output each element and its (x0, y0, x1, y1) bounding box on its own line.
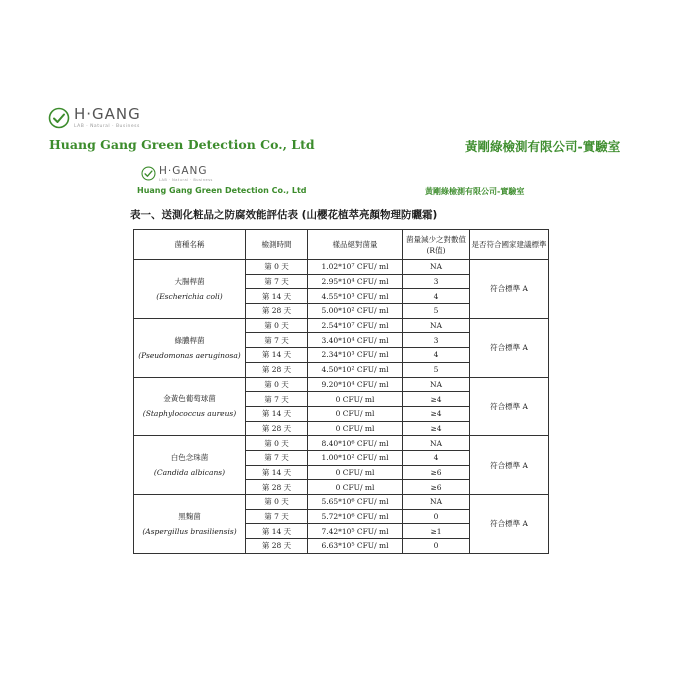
organism-name-zh: 金黃色葡萄球菌 (163, 394, 216, 404)
leaf-check-icon (48, 107, 70, 129)
organism-name-zh: 黑麴菌 (178, 511, 201, 521)
test-day-cell: 第 14 天 (246, 465, 308, 480)
log-reduction-cell: 4 (403, 348, 470, 363)
organism-name-zh: 綠膿桿菌 (174, 335, 205, 345)
absolute-count-cell: 7.42*10⁵ CFU/ ml (308, 524, 403, 539)
table-row (134, 377, 549, 392)
table-row (134, 436, 549, 451)
absolute-count-cell: 3.40*10⁴ CFU/ ml (308, 333, 403, 348)
header-test-time: 檢測時間 (246, 230, 308, 260)
absolute-count-cell: 5.00*10² CFU/ ml (308, 304, 403, 319)
test-day-cell: 第 14 天 (246, 406, 308, 421)
company-name-en: Huang Gang Green Detection Co., Ltd (49, 137, 315, 152)
absolute-count-cell: 1.02*10⁷ CFU/ ml (308, 260, 403, 275)
test-day-cell: 第 7 天 (246, 333, 308, 348)
test-day-cell: 第 0 天 (246, 318, 308, 333)
header-organism: 菌種名稱 (134, 230, 246, 260)
table-row (134, 495, 549, 510)
test-day-cell: 第 28 天 (246, 480, 308, 495)
compliance-cell: 符合標準 A (470, 495, 549, 554)
test-day-cell: 第 14 天 (246, 524, 308, 539)
logo-wordmark: H·GANG (74, 105, 141, 123)
compliance-cell: 符合標準 A (470, 377, 549, 436)
company-name-zh-small: 黃剛綠檢測有限公司-實驗室 (425, 187, 525, 196)
absolute-count-cell: 5.65*10⁶ CFU/ ml (308, 495, 403, 510)
log-reduction-cell: NA (403, 318, 470, 333)
log-reduction-cell: 4 (403, 289, 470, 304)
absolute-count-cell: 5.72*10⁶ CFU/ ml (308, 509, 403, 524)
absolute-count-cell: 8.40*10⁶ CFU/ ml (308, 436, 403, 451)
log-reduction-cell: ≥4 (403, 421, 470, 436)
organism-name-cell (134, 495, 246, 554)
company-logo-small (141, 166, 213, 182)
absolute-count-cell: 0 CFU/ ml (308, 421, 403, 436)
test-day-cell: 第 28 天 (246, 362, 308, 377)
log-reduction-cell: ≥6 (403, 465, 470, 480)
compliance-cell: 符合標準 A (470, 260, 549, 319)
log-reduction-cell: 0 (403, 509, 470, 524)
organism-name-scientific: (Candida albicans) (153, 468, 226, 478)
absolute-count-cell: 0 CFU/ ml (308, 465, 403, 480)
company-logo-large (48, 107, 141, 129)
organism-name-cell (134, 436, 246, 495)
test-day-cell: 第 7 天 (246, 509, 308, 524)
organism-name-cell (134, 377, 246, 436)
test-day-cell: 第 0 天 (246, 436, 308, 451)
header-compliance: 是否符合國家建議標準 (470, 230, 549, 260)
table-row (134, 318, 549, 333)
log-reduction-cell: ≥1 (403, 524, 470, 539)
preservative-efficacy-table (133, 229, 549, 554)
header-log-reduction: 菌量減少之對數值(R值) (403, 230, 470, 260)
log-reduction-cell: ≥4 (403, 406, 470, 421)
organism-name-cell (134, 260, 246, 319)
absolute-count-cell: 2.54*10⁷ CFU/ ml (308, 318, 403, 333)
organism-name-scientific: (Staphylococcus aureus) (142, 409, 237, 419)
log-reduction-cell: NA (403, 436, 470, 451)
absolute-count-cell: 0 CFU/ ml (308, 392, 403, 407)
log-reduction-cell: 4 (403, 450, 470, 465)
table-row (134, 260, 549, 275)
log-reduction-cell: NA (403, 495, 470, 510)
absolute-count-cell: 9.20*10⁴ CFU/ ml (308, 377, 403, 392)
test-day-cell: 第 14 天 (246, 348, 308, 363)
test-day-cell: 第 7 天 (246, 392, 308, 407)
absolute-count-cell: 1.00*10² CFU/ ml (308, 450, 403, 465)
compliance-cell: 符合標準 A (470, 436, 549, 495)
compliance-cell: 符合標準 A (470, 318, 549, 377)
organism-name-scientific: (Aspergillus brasiliensis) (142, 526, 237, 536)
test-day-cell: 第 7 天 (246, 450, 308, 465)
log-reduction-cell: 0 (403, 539, 470, 554)
log-reduction-cell: 3 (403, 333, 470, 348)
absolute-count-cell: 4.50*10² CFU/ ml (308, 362, 403, 377)
company-name-en-small: Huang Gang Green Detection Co., Ltd (137, 186, 307, 195)
test-day-cell: 第 0 天 (246, 495, 308, 510)
organism-name-scientific: (Escherichia coli) (156, 291, 223, 301)
table-header-row (134, 230, 549, 260)
test-day-cell: 第 14 天 (246, 289, 308, 304)
test-day-cell: 第 28 天 (246, 539, 308, 554)
absolute-count-cell: 2.34*10³ CFU/ ml (308, 348, 403, 363)
test-day-cell: 第 0 天 (246, 260, 308, 275)
organism-name-scientific: (Pseudomonas aeruginosa) (138, 350, 241, 360)
logo-tagline: LAB · Natural · Business (74, 124, 140, 129)
absolute-count-cell: 2.95*10⁴ CFU/ ml (308, 274, 403, 289)
table-body (134, 260, 549, 554)
log-reduction-cell: 3 (403, 274, 470, 289)
test-day-cell: 第 28 天 (246, 304, 308, 319)
table-title: 表一、送測化粧品之防腐效能評估表 (山櫻花植萃亮顏物理防曬霜) (130, 209, 438, 221)
log-reduction-cell: ≥6 (403, 480, 470, 495)
absolute-count-cell: 6.63*10⁵ CFU/ ml (308, 539, 403, 554)
log-reduction-cell: NA (403, 260, 470, 275)
log-reduction-cell: NA (403, 377, 470, 392)
log-reduction-cell: 5 (403, 304, 470, 319)
organism-name-cell (134, 318, 246, 377)
absolute-count-cell: 0 CFU/ ml (308, 406, 403, 421)
company-name-zh: 黃剛綠檢測有限公司-實驗室 (465, 139, 621, 154)
logo-wordmark: H·GANG (159, 165, 208, 177)
test-day-cell: 第 28 天 (246, 421, 308, 436)
leaf-check-icon (141, 166, 156, 181)
test-day-cell: 第 7 天 (246, 274, 308, 289)
log-reduction-cell: 5 (403, 362, 470, 377)
test-day-cell: 第 0 天 (246, 377, 308, 392)
logo-tagline: LAB · Natural · Business (159, 177, 213, 182)
absolute-count-cell: 4.55*10³ CFU/ ml (308, 289, 403, 304)
log-reduction-cell: ≥4 (403, 392, 470, 407)
organism-name-zh: 白色念珠菌 (170, 453, 209, 463)
organism-name-zh: 大腸桿菌 (174, 276, 205, 286)
header-absolute-count: 樣品絕對菌量 (308, 230, 403, 260)
absolute-count-cell: 0 CFU/ ml (308, 480, 403, 495)
